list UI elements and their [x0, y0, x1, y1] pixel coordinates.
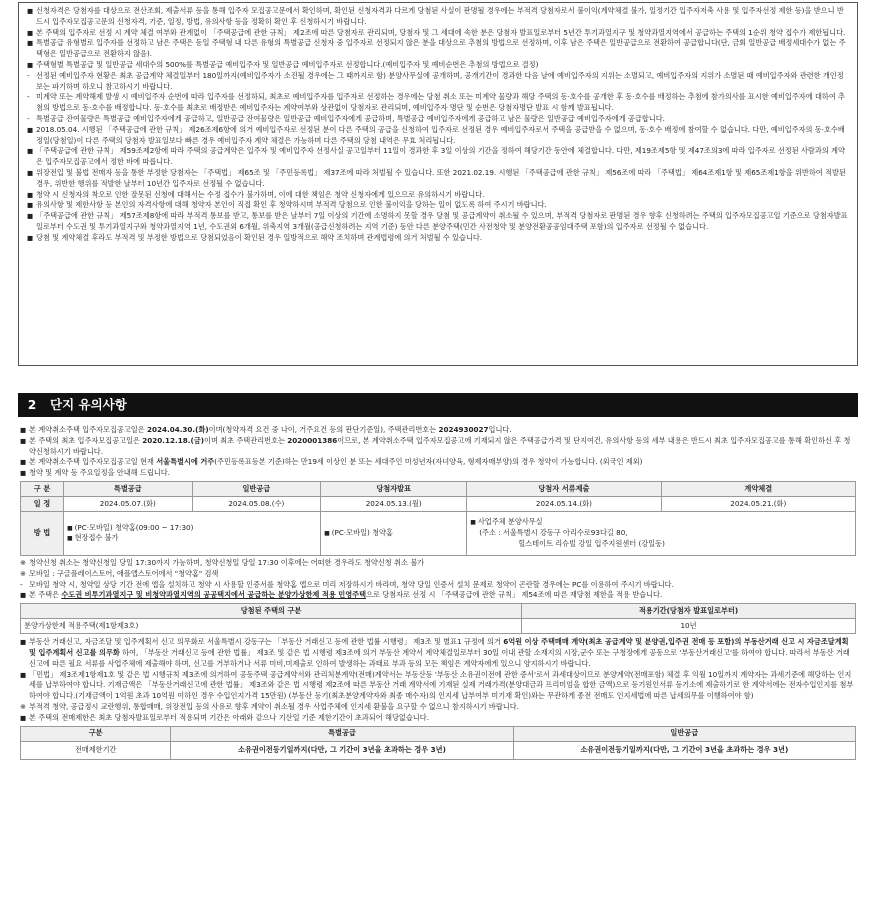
- resale-header-general: 일반공급: [513, 726, 855, 741]
- schedule-date: 2024.05.14.(화): [467, 496, 661, 511]
- intro-schedule-guide: ■ 청약 및 계약 등 주요일정을 안내해 드립니다.: [20, 468, 856, 479]
- notice-item: ■ 「주택공급에 관한 규칙」 제59조제2항에 따라 주택의 공급계약은 입주자 및 예비입주자 선정사실 공고일부터 11일이 경과한 후 3일 이상의 기간을 정하여 해당기간 동안에 체결합니다. 다만, 제19조제5항 및 제47조의3에 따라 입주자로 선정된 사람과의 계약은 입주자모집공고에서 정한 바에 따릅니다.: [27, 146, 849, 168]
- resale-special-period: 소유권이전등기일까지(다만, 그 기간이 3년을 초과하는 경우 3년): [171, 741, 513, 759]
- notice-item: - 모바일 청약 시, 청약일 상당 기간 전에 앱을 설치하고 청약 시 사용할 인증서를 청약홈 앱으로 미리 저장하시기 바라며, 청약 당일 인증서 설치 문제로 청약이 곤란할 경우에는 PC를 이용하여 주시기 바랍니다.: [20, 580, 856, 591]
- notice-item: ■ 당첨 및 계약체결 후라도 부적격 및 부정한 방법으로 당첨되었음이 확인된 경우 일방적으로 해약 조치하며 관계법령에 의거 처벌될 수 있습니다.: [27, 233, 849, 244]
- schedule-method-announce: [321, 511, 467, 555]
- rewin-type: 분양가상한제 적용주택(제1항제3호): [21, 619, 522, 634]
- section-header: [18, 393, 858, 417]
- notice-item: ■ 신청자격은 당첨자를 대상으로 전산조회, 제출서류 등을 통해 입주자 모집공고문에서 확인하며, 확인된 신청자격과 다르게 당첨된 사실이 판명될 경우에는 부적격 당첨자로서 불이익(계약체결 불가, 일정기간 입주자저축 사용 및 입주자선정 제한 등)을 받으니 반드시 입주자모집공고문의 신청자격, 기준, 일정, 방법, 유의사항 등을 정확히 확인 후 신청하시기 바랍니다.: [27, 6, 849, 28]
- transaction-report-notice: ■ 부동산 거래신고, 자금조달 및 입주계획서 신고 의무화로 서울특별시 강동구는 「부동산 거래신고 등에 관한 법률 시행령」 제3조 및 별표1 규정에 의거 6억원 이상 주택매매 계약(최초 공급계약 및 분양권,입주권 전매 등 포함)의 부동산거래 신고 시 자금조달계획 및 입주계획서 신고를 의무화 하여, 「부동산 거래신고 등에 관한 법률」 제3조 및 같은 법 시행령 제3조에 의거 부동산 계약서 계약체결일로부터 30일 이내 관할 소재지의 시장,군수 또는 구청장에게 공동으로 '부동산거래신고'를 하여야 합니다. 따라서 부동산 거래신고에 따른 필요 서류를 사업주체에 제출해야 하며, 신고를 거부하거나 서류 미비,미제출로 인하여 발생하는 과태료 부과 등의 모든 책임은 계약자에게 있으니 양지하시기 바랍니다.: [20, 637, 856, 669]
- schedule-method-apply: [64, 511, 321, 555]
- resale-header-special: 특별공급: [171, 726, 513, 741]
- rewin-period: 10년: [522, 619, 856, 634]
- schedule-header: 일반공급: [192, 481, 321, 496]
- intro-eligibility: ■ 본 계약취소주택 입주자모집공고일 현재 서울특별시에 거주(주민등록표등본 기준)하는 만19세 이상인 분 또는 세대주인 미성년자(자녀양육, 형제자매부양)의 경우 청약이 가능합니다. (외국인 제외): [20, 457, 856, 468]
- schedule-notes: [20, 558, 856, 590]
- notice-item: ※ 모바일 : 구글플레이스토어, 애플앱스토어에서 "청약홈" 검색: [20, 569, 856, 580]
- schedule-method-docs: [467, 511, 856, 555]
- notice-item: ■ 주택형별 특별공급 및 일반공급 세대수의 500%를 특별공급 예비입주자 및 일반공급 예비입주자로 선정합니다.(예비입주자 및 예비순번은 추첨의 방법으로 결정): [27, 60, 849, 71]
- schedule-date: 2024.05.21.(화): [661, 496, 855, 511]
- method-announce: ■ (PC·모바일) 청약홈: [324, 528, 463, 539]
- notice-item: ■ 「주택공급에 관한 규칙」 제57조제8항에 따라 부적격 통보를 받고, 통보를 받은 날부터 7일 이상의 기간에 소명하지 못할 경우 당첨 및 공급계약이 취소될 수 있으며, 부적격 당첨자로 판명된 경우 향후 신청하려는 주택의 입주자모집공고일 기준으로 당첨자발표일로부터 수도권 및 투기과열지구와 청약과열지역 1년, 수도권외 6개월, 위축지역 3개월(공급신청하려는 지역 기준) 동안 다른 분양주택(민간 사전청약 및 분양전환공공임대주택 포함)의 입주자로 선정될 수 없습니다.: [27, 211, 849, 233]
- rewin-header-type: 당첨된 주택의 구분: [21, 604, 522, 619]
- resale-header-type: 구분: [21, 726, 171, 741]
- resale-label: 전매제한기간: [21, 741, 171, 759]
- notice-item: ■ 본 주택의 입주자로 선정 시 계약 체결 여부와 관계없이 「주택공급에 관한 규칙」 제2조에 따른 당첨자로 관리되며, 당첨자 및 그 세대에 속한 분은 당첨자 발표일로부터 5년간 투기과열지구 및 청약과열지역에서 공급하는 주택의 1순위 청약 접수가 제한됩니다.: [27, 28, 849, 39]
- stamp-tax-notice: ■ 「민법」 제3조제1항제1호 및 같은 법 시행규칙 제3조에 의거하여 공동주택 공급계약서와 관리처분계약(전매)계약서는 부동산등 '부동산 소유권이전에 관한 증서'로서 과세대상이므로 분양계약(전매포함) 체결 후 익월 10일까지 계약자는 과세기준에 해당하는 인지세를 납부하여야 합니다. 기재금액은 「부동산거래신고에 관한 법률」 제3조와 같은 법 시행령 제2조에 따른 부동산 거래 계약서에 기재된 실제 거래가격(분양대금과 프리미엄을 합한 금액)으로 등기원인서류 등기소에 제출하기로 한 계약서에는 전자수입인지를 첨부하여야 합니다.(기재금액이 1억원 초과 10억원 이하인 경우 수입인지가격 15만원) (부동산 등기(최초분양계약자와 최종 매수자)의 인지세 납부여부 미기재 확인)와는 무관하게 종전 전매도 인지세법에 따른 납세의무를 이행하여야 함): [20, 670, 856, 702]
- restriction-notice: ■ 본 주택은 수도권 비투기과열지구 및 비청약과열지역의 공공택지에서 공급하는 분양가상한제 적용 민영주택으로 당첨자로 선정 시 「주택공급에 관한 규칙」 제54조에 따른 재당첨 제한을 적용 받습니다.: [20, 590, 856, 601]
- notice-item: ■ 유의사항 및 제한사항 등 본인의 자격사항에 대해 청약자 본인이 직접 확인 후 청약하시며 부적격 당첨으로 인한 불이익을 당하는 일이 없도록 하여 주시기 바랍니다.: [27, 200, 849, 211]
- method-apply-onsite: ■ 현장접수 불가: [67, 533, 317, 544]
- schedule-header: 당첨자 서류제출: [467, 481, 661, 496]
- schedule-header: 특별공급: [64, 481, 193, 496]
- notice-item: - 특별공급 잔여물량은 특별공급 예비입주자에게 공급하고, 일반공급 잔여물량은 일반공급 예비입주자에게 공급하며, 특별공급 예비입주자에게 공급하고 남은 물량은 일반공급 예비입주자에게 공급합니다.: [27, 114, 849, 125]
- intro-announcement-date: ■ 본 계약취소주택 입주자모집공고일은 2024.04.30.(화)이며(청약자격 요건 중 나이, 거주요건 등의 판단기준일), 주택관리번호는 2024930027입니다.: [20, 425, 856, 436]
- method-docs-office: ■ 사업주체 분양사무실: [470, 517, 852, 528]
- notice-box: [18, 2, 858, 366]
- method-docs-center: 힐스테이트 리슈빌 강일 입주지원센터 (강일동): [518, 538, 665, 548]
- schedule-method-label: 방 법: [21, 511, 64, 555]
- stamp-tax-refund-note: ※ 부적격 청약, 공급정시 교란행위, 통합매매, 위장전입 등의 사유로 향후 계약이 취소될 경우 사업주체에 인지세 환불을 요구할 수 없으니 참지하시기 바랍니다.: [20, 702, 856, 713]
- resale-general-period: 소유권이전등기일까지(다만, 그 기간이 3년을 초과하는 경우 3년): [513, 741, 855, 759]
- notice-item: ■ 특별공급 유형별로 입주자를 선정하고 남은 주택은 동일 주택형 내 다른 유형의 특별공급 신청자 중 입주자로 선정되지 않은 분을 대상으로 추첨의 방법으로 선정하며, 이후 남은 주택은 일반공급으로 전환하여 공급합니다(단, 금회 일반공급 배정세대수가 없는 주택형은 일반공급으로 전환하지 않음).: [27, 38, 849, 60]
- section-2-body: [20, 425, 856, 900]
- resale-restriction-table: [20, 726, 856, 760]
- intro-original-announcement: ■ 본 주택의 최초 입주자모집공고일은 2020.12.18.(금)이며 최초 주택관리번호는 2020001386이므로, 본 계약취소주택 입주자모집공고에 기재되지 않은 주택공급가격 및 단지여건, 유의사항 등의 세부 내용은 반드시 최초 입주자모집공고를 통해 확인하신 후 청약신청하시기 바랍니다.: [20, 436, 856, 458]
- schedule-date: 2024.05.07.(화): [64, 496, 193, 511]
- schedule-table: [20, 481, 856, 556]
- schedule-date-label: 일 정: [21, 496, 64, 511]
- section-title: 단지 유의사항: [50, 396, 127, 412]
- method-apply-online: ■ (PC·모바일) 청약홈(09:00 ~ 17:30): [67, 523, 317, 534]
- schedule-date: 2024.05.13.(월): [321, 496, 467, 511]
- schedule-date: 2024.05.08.(수): [192, 496, 321, 511]
- schedule-header: 당첨자발표: [321, 481, 467, 496]
- rewin-header-period: 적용기간(당첨자 발표일로부터): [522, 604, 856, 619]
- notice-item: ■ 2018.05.04. 시행된 「주택공급에 관한 규칙」 제26조제6항에 의거 예비입주자로 선정된 분이 다른 주택의 공급을 신청하여 입주자로 선정된 경우 예비입주자로서 주택을 공급받을 수 없으며, 동·호수 배정에 참여할 수 없습니다. 다만, 예비입주자의 동·호수배정일(당첨일)이 다른 주택의 당첨자 발표일보다 빠른 경우 예비입주자 계약 체결은 가능하며 다른 주택의 당첨 내역은 무효 처리됩니다.: [27, 125, 849, 147]
- resale-restriction-notice: ■ 본 주택의 전매제한은 최초 당첨자발표일로부터 적용되며 기간은 아래와 같으나 기산일 기준 제한기간이 초과되어 해당없습니다.: [20, 713, 856, 724]
- notice-item: ※ 청약신청 취소는 청약신청일 당일 17:30까지 가능하며, 청약신청일 당일 17:30 이후에는 어떠한 경우라도 청약신청 취소 불가: [20, 558, 856, 569]
- notice-item: ■ 청약 시 신청자의 착오로 인한 잘못된 신청에 대해서는 수정 접수가 불가하며, 이에 대한 책임은 청약 신청자에게 있으므로 유의하시기 바랍니다.: [27, 190, 849, 201]
- notice-item: - 선정된 예비입주자 현황은 최초 공급계약 체결일부터 180일까지(예비입주자가 소진될 경우에는 그 때까지로 함) 분양사무실에 공개하며, 공개기간이 경과한 다음 날에 예비입주자의 지위는 소멸되고, 예비입주자의 지위가 소멸된 때 예비입주자와 관련한 개인정보는 파기하며 하오니 참고하시기 바랍니다.: [27, 71, 849, 93]
- method-docs-address: (주소 : 서울특별시 강동구 아리수로93다길 80,: [479, 528, 628, 538]
- notice-item: ■ 위장전입 및 불법 전매자 등을 통한 부정한 당첨자는 「주택법」 제65조 및 「주민등록법」 제37조에 따라 처벌될 수 있습니다. 또한 2021.02.19. 시행된 「주택공급에 관한 규칙」 제56조에 따라 「주택법」 제64조제1항 및 제65조제1항을 위반하여 적발된 경우, 위반한 행위를 적발한 날부터 10년간 입주자로 선정될 수 없습니다.: [27, 168, 849, 190]
- section-number: 2: [27, 398, 37, 412]
- schedule-header: 계약체결: [661, 481, 855, 496]
- schedule-col-label: 구 분: [21, 481, 64, 496]
- notice-item: - 미계약 또는 계약해제 발생 시 예비입주자 순번에 따라 입주자를 선정하되, 최초로 예비입주자를 입주자로 선정하는 경우에는 당첨 취소 또는 미계약 물량과 해당 주택의 동·호수를 공개한 후 동·호수를 배정하는 추첨에 참가의사를 표시한 예비입주자에 대하여 추첨의 방법으로 동·호수를 배정합니다. 동·호수를 최초로 배정받은 예비입주자는 계약여부와 상관없이 당첨자로 관리되며, 예비입주자 명단 및 순번은 당첨자명단 발표 시 함께 발표됩니다.: [27, 92, 849, 114]
- rewin-restriction-table: [20, 603, 856, 634]
